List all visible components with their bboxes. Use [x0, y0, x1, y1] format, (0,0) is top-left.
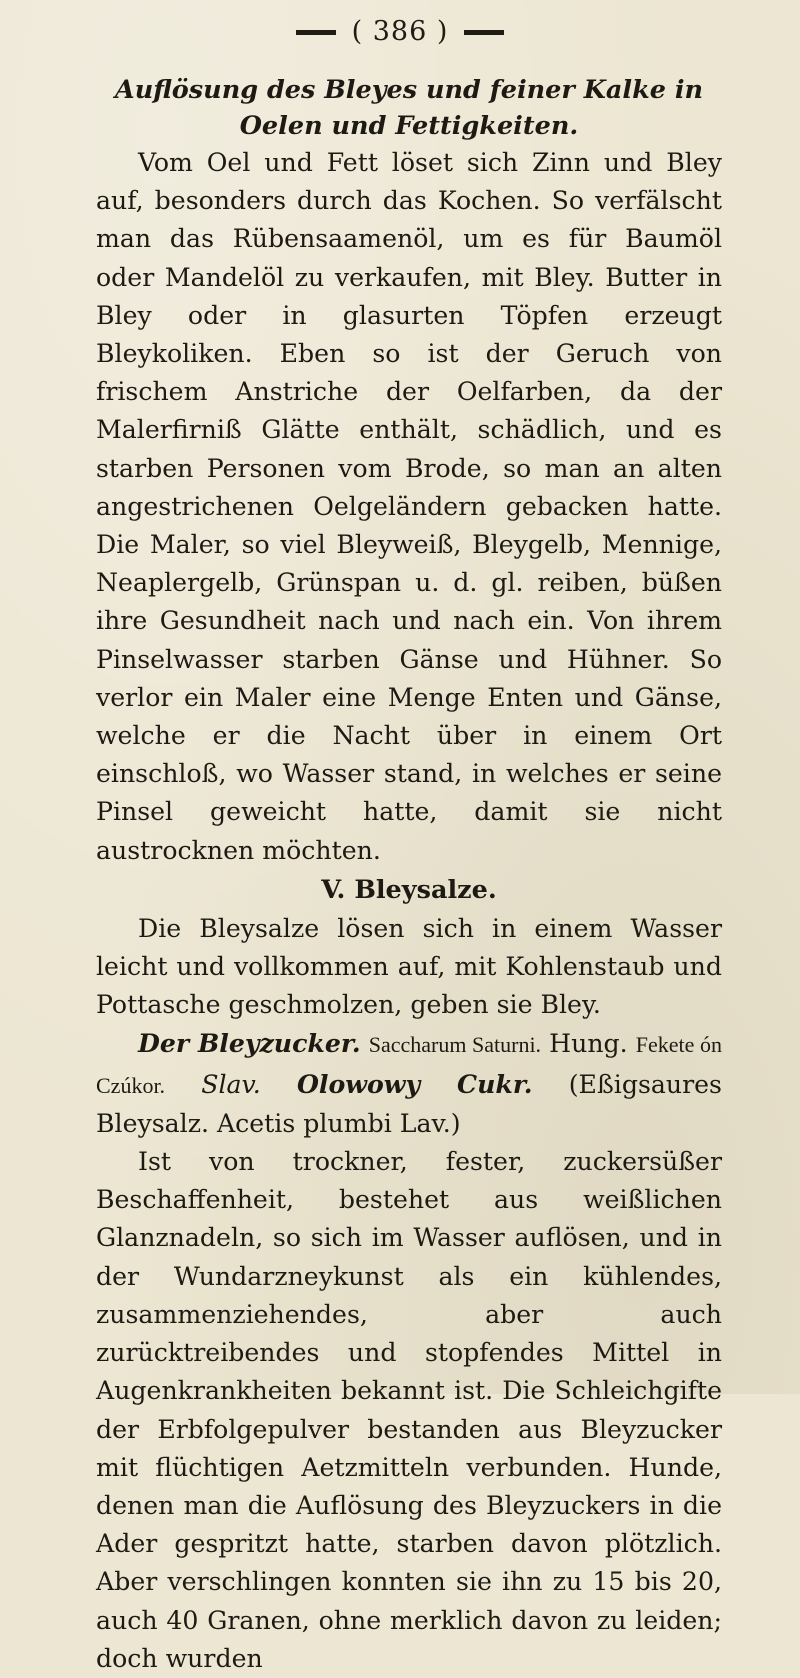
entry-bleyzucker: [96, 1024, 722, 1143]
paragraph-bleyzucker-description: Ist von trockner, fester, zuckersüßer Beschaffenheit, bestehet aus weißlichen Glanznadeln, so sich im Wasser auflösen, und in der Wundarzneykunst als ein kühlendes, zusammenziehendes, aber auch zurücktreibendes und stopfendes Mittel in Augenkrankheiten bekannt ist. Die Schleichgifte der Erbfolgepulver bestanden aus Bleyzucker mit flüchtigen Aetzmitteln verbunden. Hunde, denen man die Auflösung des Bleyzuckers in die Ader gespritzt hatte, starben davon plötzlich. Aber verschlingen konnten sie ihn zu 15 bis 20, auch 40 Granen, ohne merklich davon zu leiden; doch wurden: [96, 1147, 722, 1673]
entry-hung: Fekete ón Czúkor.: [96, 1032, 722, 1098]
entry-term: Der Bleyzucker.: [138, 1028, 361, 1059]
right-dash: [464, 30, 504, 35]
page-number-paren-close: ): [427, 16, 449, 47]
left-dash: [296, 30, 336, 35]
page-number: 386: [372, 16, 428, 47]
entry-slav-label: Slav.: [201, 1069, 261, 1099]
page-number-paren-open: (: [351, 16, 373, 47]
paragraph-bleysalze: Die Bleysalze lösen sich in einem Wasser leicht und vollkommen auf, mit Kohlenstaub und Pottasche geschmolzen, geben sie Bley.: [96, 913, 722, 1020]
entry-paren: (Eßigsaures Bleysalz. Acetis plumbi Lav.): [96, 1069, 722, 1138]
page-header: [0, 16, 800, 47]
entry-hung-label: Hung.: [549, 1029, 628, 1059]
section-title: V. Bleysalze.: [321, 874, 497, 905]
section-heading: Auflösung des Bleyes und feiner Kalke in Oelen und Fettigkeiten.: [114, 75, 704, 141]
entry-slav: Olowowy Cukr.: [296, 1068, 533, 1099]
entry-latin: Saccharum Saturni.: [368, 1032, 542, 1058]
paragraph-oil-fat: Vom Oel und Fett löset sich Zinn und Bley auf, besonders durch das Kochen. So verfälscht man das Rübensaamenöl, um es für Baumöl oder Mandelöl zu verkaufen, mit Bley. Butter in Bley oder in glasurten Töpfen erzeugt Bleykoliken. Eben so ist der Geruch von frischem Anstriche der Oelfarben, da der Malerfirniß Glätte enthält, schädlich, und es starben Personen vom Brode, so man an alten angestrichenen Oelgeländern gebacken hatte. Die Maler, so viel Bleyweiß, Bleygelb, Mennige, Neaplergelb, Grünspan u. d. gl. reiben, büßen ihre Gesundheit nach und nach ein. Von ihrem Pinselwasser starben Gänse und Hühner. So verlor ein Maler eine Menge Enten und Gänse, welche er die Nacht über in einem Ort einschloß, wo Wasser stand, in welches er seine Pinsel geweicht hatte, damit sie nicht austrocknen möchten.: [96, 148, 722, 865]
